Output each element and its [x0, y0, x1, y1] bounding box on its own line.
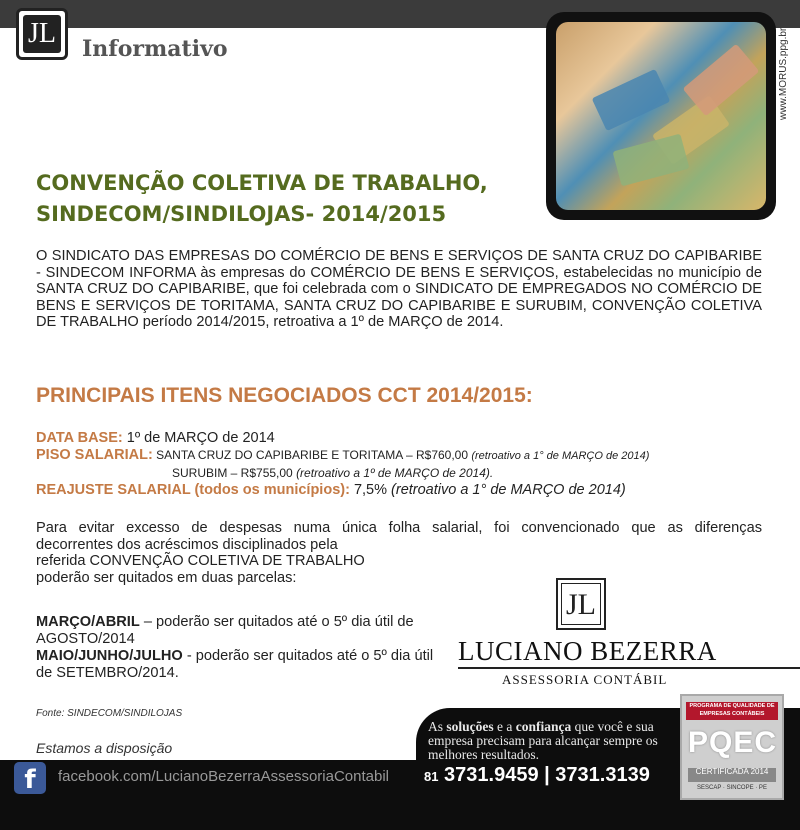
brand-logo-icon: [556, 578, 606, 630]
data-base-value: 1º de MARÇO de 2014: [122, 430, 275, 446]
para2-line-3: referida CONVENÇÃO COLETIVA DE TRABALHO: [36, 553, 365, 570]
slogan: [428, 720, 688, 762]
area-code: 81: [424, 769, 439, 784]
banknote-icon: [592, 69, 671, 131]
payment-2-text: - poderão ser quitados até o 5º dia útil de SETEMBRO/2014.: [36, 648, 434, 681]
money-image: [556, 22, 766, 210]
pqec-orgs: SESCAP · SINCOPE · PE: [697, 785, 767, 791]
payment-1-text: – poderão ser quitados até o 5º dia útil de AGOSTO/2014: [36, 614, 414, 647]
payment-paragraph: [36, 520, 762, 586]
reajuste-label: REAJUSTE SALARIAL (todos os municípios):: [36, 482, 350, 498]
piso-note-1: (retroativo a 1° de MARÇO de 2014): [471, 450, 650, 462]
para2-line-4: poderão ser quitados em duas parcelas:: [36, 569, 297, 586]
logo-monogram: JL: [23, 15, 61, 53]
payment-1: [36, 614, 436, 648]
phone-numbers: [424, 764, 650, 787]
piso-label: PISO SALARIAL:: [36, 447, 153, 463]
pqec-header: PROGRAMA DE QUALIDADE DE EMPRESAS CONTÁBEIS: [686, 702, 778, 720]
slogan-rest: que você e sua empresa precisam para alcançar sempre os melhores resultados.: [428, 719, 658, 762]
brand-name: LUCIANO BEZERRA: [458, 636, 717, 666]
reajuste-value: 7,5%: [349, 482, 392, 498]
logo: [16, 8, 68, 60]
slogan-bold-1: soluções: [446, 719, 494, 734]
item-piso-2: [36, 465, 649, 482]
para2-line-1: Para evitar excesso de despesas numa única folha salarial, foi convencionado que as diferenças: [36, 520, 762, 536]
money-photo: [546, 12, 776, 220]
item-piso-1: [36, 447, 649, 465]
slogan-bold-2: confiança: [515, 719, 572, 734]
piso-value-1: SANTA CRUZ DO CAPIBARIBE E TORITAMA – R$760,00: [152, 448, 472, 462]
reajuste-note: (retroativo a 1° de MARÇO de 2014): [391, 482, 626, 498]
facebook-link[interactable]: facebook.com/LucianoBezerraAssessoriaContabil: [58, 768, 390, 785]
banknote-icon: [613, 134, 690, 187]
facebook-icon[interactable]: f: [14, 762, 46, 794]
side-url: www.MORUS.ppg.br: [778, 27, 789, 120]
item-reajuste: [36, 482, 649, 499]
source-note: Fonte: SINDECOM/SINDILOJAS: [36, 708, 183, 719]
availability-line-1: Estamos a disposição: [36, 740, 173, 756]
page-title: [36, 168, 488, 230]
brand-divider: [458, 667, 800, 669]
item-data-base: [36, 430, 649, 447]
data-base-label: DATA BASE:: [36, 430, 123, 446]
title-line-1: CONVENÇÃO COLETIVA DE TRABALHO,: [36, 171, 488, 195]
pqec-logo: PQEC: [688, 726, 778, 759]
payment-1-label: MARÇO/ABRIL: [36, 614, 140, 630]
header-title: Informativo: [82, 36, 228, 62]
brand-monogram: JL: [561, 583, 601, 625]
intro-paragraph: O SINDICATO DAS EMPRESAS DO COMÉRCIO DE BENS E SERVIÇOS DE SANTA CRUZ DO CAPIBARIBE - SINDECOM INFORMA às empresas do COMÉRCIO DE BENS E SERVIÇOS, estabelecidas no município de SANTA CRUZ DO CAPIBARIBE, que foi celebrada com o SINDICATO DE EMPREGADOS NO COMÉRCIO DE BENS E SERVIÇOS DE TORITAMA, SANTA CRUZ DO CAPIBARIBE E SURUBIM, CONVENÇÃO COLETIVA DE TRABALHO período 2014/2015, retroativa a 1º de MARÇO de 2014.: [36, 248, 762, 331]
payment-2-label: MAIO/JUNHO/JULHO: [36, 648, 183, 664]
pqec-certificate-badge: [680, 694, 784, 800]
para2-line-2: decorrentes dos acréscimos disciplinados pela: [36, 536, 338, 553]
slogan-mid: e a: [493, 719, 516, 734]
piso-value-2: SURUBIM – R$755,00: [172, 466, 297, 480]
piso-note-2: (retroativo a 1º de MARÇO de 2014).: [296, 466, 494, 480]
payment-2: [36, 648, 436, 682]
payment-schedule: [36, 614, 436, 682]
section-title: PRINCIPAIS ITENS NEGOCIADOS CCT 2014/2015:: [36, 384, 533, 407]
title-line-2: SINDECOM/SINDILOJAS- 2014/2015: [36, 202, 447, 226]
pqec-status: CERTIFICADA 2014: [688, 768, 776, 782]
brand-subtitle: ASSESSORIA CONTÁBIL: [502, 672, 668, 687]
slogan-pre: As: [428, 719, 447, 734]
negotiated-items: [36, 430, 649, 499]
phone-values: 3731.9459 | 3731.3139: [438, 764, 650, 786]
